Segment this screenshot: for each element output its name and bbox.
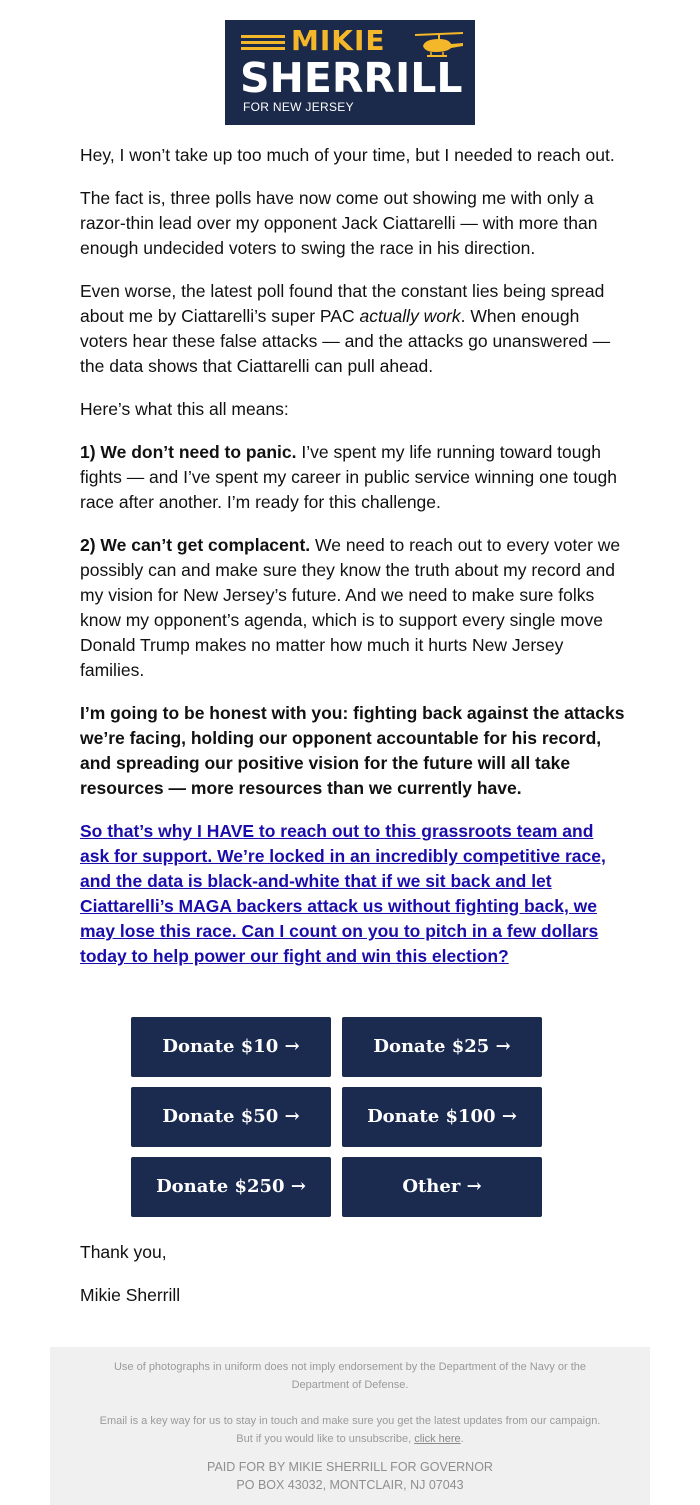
paid-for-line: PAID FOR BY MIKIE SHERRILL FOR GOVERNOR bbox=[207, 1460, 493, 1474]
paragraph-text: Even worse, the latest poll found that the constant lies being spread about me by Ciattarelli’s super PAC bbox=[80, 281, 605, 326]
paragraph-intro: Hey, I won’t take up too much of your time, but I needed to reach out. bbox=[80, 145, 615, 165]
uniform-disclaimer: Use of photographs in uniform does not imply endorsement by the Department of the Navy or the Department of Defense. bbox=[113, 1361, 587, 1391]
donate-10-button[interactable]: Donate $10 → bbox=[131, 1017, 331, 1077]
logo-first-name: MIKIE bbox=[291, 24, 386, 57]
logo-tagline: FOR NEW JERSEY bbox=[243, 100, 354, 114]
email-body bbox=[80, 143, 625, 969]
donate-250-button[interactable]: Donate $250 → bbox=[131, 1157, 331, 1217]
paragraph-honest: I’m going to be honest with you: fighting back against the attacks we’re facing, holding our opponent accountable for his record, and spreading our positive vision for the future will all take resources — more resources than we currently have. bbox=[80, 703, 625, 798]
paragraph-point-1 bbox=[80, 440, 625, 515]
point-1-text: I’ve spent my life running toward tough fights — and I’ve spent my career in public service winning one tough race after another. I’m ready for this challenge. bbox=[80, 442, 617, 512]
logo-stripes bbox=[241, 35, 285, 55]
paid-for-notice bbox=[100, 1458, 600, 1494]
donate-25-button[interactable]: Donate $25 → bbox=[342, 1017, 542, 1077]
signature-name: Mikie Sherrill bbox=[80, 1285, 181, 1305]
paragraph-text: . When enough voters hear these false attacks — and the attacks go unanswered — the data shows that Ciattarelli can pull ahead. bbox=[80, 306, 611, 376]
donate-50-button[interactable]: Donate $50 → bbox=[131, 1087, 331, 1147]
point-2-heading: 2) We can’t get complacent. bbox=[80, 535, 311, 555]
email-footer bbox=[50, 1347, 650, 1505]
paragraph-meaning: Here’s what this all means: bbox=[80, 399, 289, 419]
donate-100-button[interactable]: Donate $100 → bbox=[342, 1087, 542, 1147]
paragraph-super-pac bbox=[80, 279, 625, 379]
paragraph-point-2 bbox=[80, 533, 625, 683]
email-notice-line: Email is a key way for us to stay in touch and make sure you get the latest updates from our campaign. bbox=[99, 1415, 601, 1427]
mailing-address: PO BOX 43032, MONTCLAIR, NJ 07043 bbox=[236, 1478, 464, 1492]
point-1-heading: 1) We don’t need to panic. bbox=[80, 442, 297, 462]
emphasis-text: actually work bbox=[359, 306, 461, 326]
unsubscribe-notice bbox=[80, 1412, 620, 1448]
email-notice-punct: . bbox=[460, 1433, 464, 1445]
logo-last-name: SHERRILL bbox=[240, 54, 463, 102]
point-2-text: We need to reach out to every voter we possibly can and make sure they know the truth about my record and my vision for New Jersey’s future. And we need to make sure folks know my opponent’s agenda, which is to support every single move Donald Trump makes no matter how much it hurts New Jersey families. bbox=[80, 535, 621, 680]
campaign-logo bbox=[225, 20, 475, 125]
unsubscribe-link[interactable]: click here bbox=[414, 1433, 461, 1445]
email-notice-line: But if you would like to unsubscribe, bbox=[236, 1433, 415, 1445]
donate-other-button[interactable]: Other → bbox=[342, 1157, 542, 1217]
thank-you-text: Thank you, bbox=[80, 1242, 167, 1262]
paragraph-polls: The fact is, three polls have now come out showing me with only a razor-thin lead over my opponent Jack Ciattarelli — with more than enough undecided voters to swing the race in his direction. bbox=[80, 188, 598, 258]
donate-ask-link[interactable]: So that’s why I HAVE to reach out to this grassroots team and ask for support. We’re locked in an incredibly competitive race, and the data is black-and-white that if we sit back and let Ciattarelli’s MAGA backers attack us without fighting back, we may lose this race. Can I count on you to pitch in a few dollars today to help power our fight and win this election? bbox=[80, 821, 606, 966]
signoff bbox=[80, 1240, 180, 1326]
